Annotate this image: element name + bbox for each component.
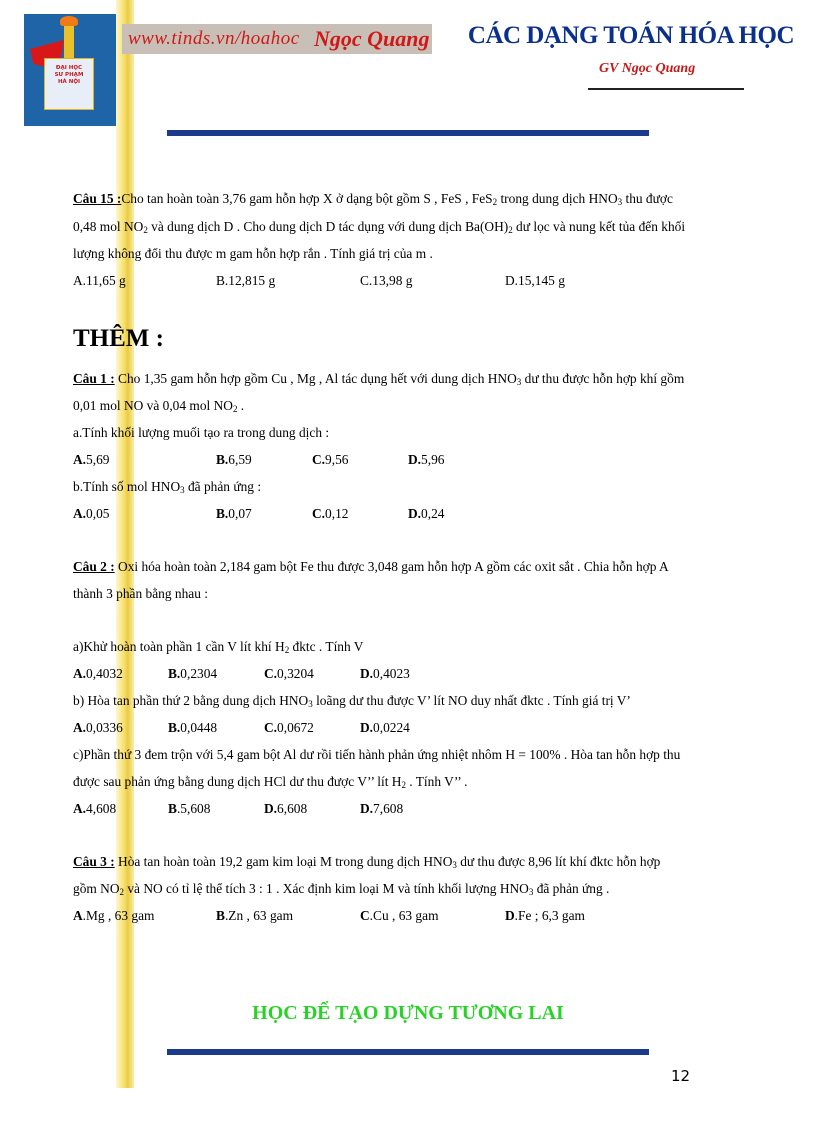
q1-line-1: Câu 1 : Cho 1,35 gam hỗn hợp gồm Cu , Mg , Al tác dụng hết với dung dịch $HNO_3$ dư thu được hỗn hợp khí gồm [73,371,685,387]
q1-a-option-d: D.5,96 [408,452,445,467]
q2-b-option-d: D.0,0224 [360,720,410,735]
q2-label: Câu 2 : [73,559,115,574]
q1-a-option-b: B.6,59 [216,452,252,467]
q3-line-2: gồm $NO_2$ và NO có tỉ lệ thể tích 3 : 1 . Xác định kim loại M và tính khối lượng $HNO_3$ đã phản ứng . [73,881,610,897]
page-number: 12 [671,1067,691,1085]
q2-b-option-b: B.0,0448 [168,720,218,735]
footer-divider-bar [167,1049,649,1055]
university-logo [24,14,116,126]
q3-line-1: Câu 3 : Hòa tan hoàn toàn 19,2 gam kim loại M trong dung dịch $HNO_3$ dư thu được 8,96 lít khí đktc hỗn hợp [73,854,661,870]
q15-line-1: Câu 15 :Cho tan hoàn toàn 3,76 gam hỗn hợp X ở dạng bột gồm S , FeS , FeS$_2$ trong dung dịch $HNO_3$ thu được [73,191,673,207]
q2-part-b: b) Hòa tan phần thứ 2 bằng dung dịch $HNO_3$ loãng dư thu được V’ lít NO duy nhất đktc . Tính giá trị V’ [73,693,631,709]
q2-b-option-a: A.0,0336 [73,720,123,735]
q2-a-option-c: C.0,3204 [264,666,314,681]
q2-c-option-b: B.5,608 [168,801,211,816]
q1-a-option-c: C.9,56 [312,452,349,467]
author-name: GV Ngọc Quang [599,61,696,76]
q15-option-c: C.13,98 g [360,273,413,288]
q15-option-b: B.12,815 g [216,273,276,288]
book-shape [44,58,94,110]
q2-a-option-d: D.0,4023 [360,666,410,681]
document-title: CÁC DẠNG TOÁN HÓA HỌC [467,22,794,49]
q1-b-option-c: C.0,12 [312,506,349,521]
q15-option-a: A.11,65 g [73,273,126,288]
q15-line-3: lượng không đổi thu được m gam hỗn hợp rắn . Tính giá trị của m . [73,246,433,261]
header-divider-bar [167,130,649,136]
signature: Ngọc Quang [314,26,430,51]
q1-part-b: b.Tính số mol $HNO_3$ đã phản ứng : [73,479,262,495]
q1-line-2: 0,01 mol NO và 0,04 mol $NO_2$ . [73,398,245,414]
q3-option-c: C.Cu , 63 gam [360,908,439,923]
q2-c-option-d: D.7,608 [360,801,404,816]
website-url: www.tinds.vn/hoahoc [128,28,300,49]
q1-b-option-b: B.0,07 [216,506,252,521]
q3-option-d: D.Fe ; 6,3 gam [505,908,585,923]
q3-label: Câu 3 : [73,854,115,869]
header-underline [588,88,744,90]
q15-line-2: 0,48 mol $NO_2$ và dung dịch D . Cho dung dịch D tác dụng với dung dịch $Ba(OH)_2$ dư lọc và nung kết tủa đến khối [73,219,686,235]
q1-part-a: a.Tính khối lượng muối tạo ra trong dung dịch : [73,425,330,440]
q2-a-option-b: B.0,2304 [168,666,218,681]
q15-label: Câu 15 : [73,191,122,206]
q3-option-a: A.Mg , 63 gam [73,908,155,923]
q2-part-c-line-2: được sau phản ứng bằng dung dịch HCl dư thu được V’’ lít $H_2$ . Tính V’’ . [73,774,468,790]
q3-option-b: B.Zn , 63 gam [216,908,293,923]
q2-line-2: thành 3 phần bằng nhau : [73,586,208,601]
q1-label: Câu 1 : [73,371,115,386]
footer-motto: HỌC ĐỂ TẠO DỰNG TƯƠNG LAI [252,1002,564,1024]
q1-b-option-d: D.0,24 [408,506,445,521]
torch-flame [60,16,78,26]
q2-b-option-c: C.0,0672 [264,720,314,735]
website-banner [122,24,432,54]
q2-a-option-a: A.0,4032 [73,666,123,681]
section-title: THÊM : [73,325,164,352]
q2-line-1: Câu 2 : Oxi hóa hoàn toàn 2,184 gam bột Fe thu được 3,048 gam hỗn hợp A gồm các oxit sắt . Chia hỗn hợp A [73,559,669,574]
q1-b-option-a: A.0,05 [73,506,110,521]
q2-part-a: a)Khử hoàn toàn phần 1 cần V lít khí $H_2$ đktc . Tính V [73,639,364,655]
logo-text: ĐẠI HỌC SƯ PHẠM HÀ NỘI [54,65,84,85]
q2-c-option-a: A.4,608 [73,801,117,816]
q2-part-c-line-1: c)Phần thứ 3 đem trộn với 5,4 gam bột Al dư rồi tiến hành phản ứng nhiệt nhôm H = 100% . Hòa tan hỗn hợp thu [73,747,681,762]
q1-a-option-a: A.5,69 [73,452,110,467]
q2-c-option-c: D.6,608 [264,801,308,816]
q15-option-d: D.15,145 g [505,273,565,288]
